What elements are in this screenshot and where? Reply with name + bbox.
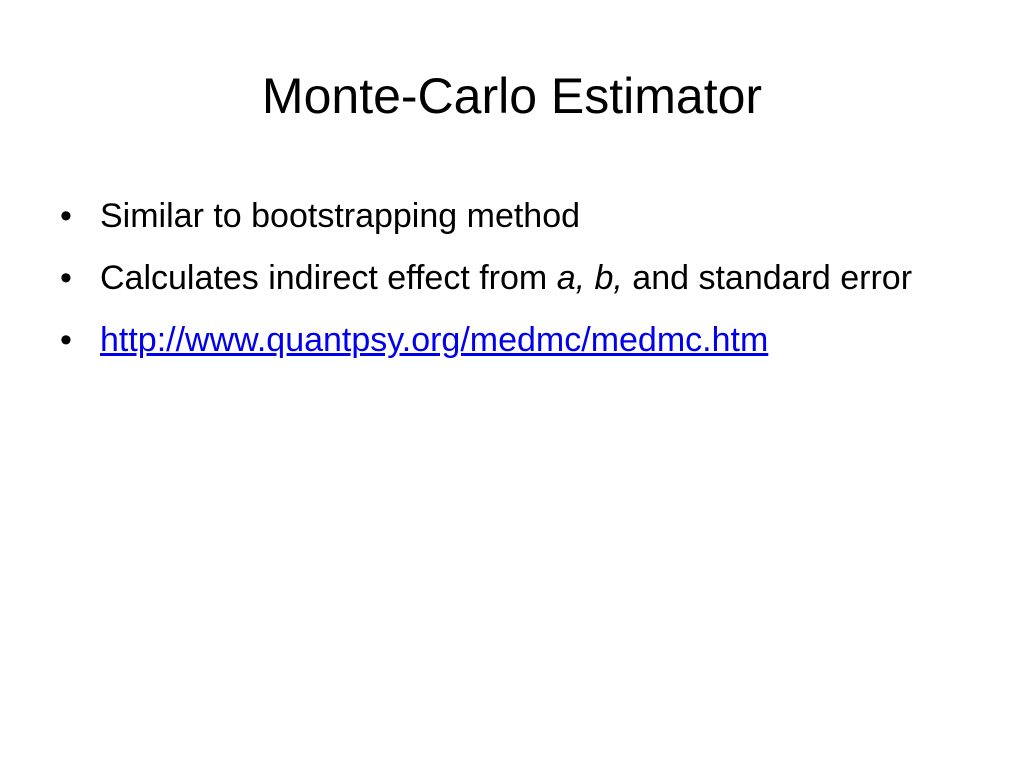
bullet-text-before: Calculates indirect effect from	[100, 259, 557, 297]
bullet-icon: •	[60, 197, 72, 235]
bullet-item-2	[60, 252, 950, 304]
medmc-link[interactable]: http://www.quantpsy.org/medmc/medmc.htm	[100, 321, 769, 359]
bullet-icon: •	[60, 259, 72, 297]
variable-separator	[585, 259, 594, 297]
bullet-list	[60, 190, 950, 376]
bullet-text-after: and standard error	[622, 259, 913, 297]
bullet-item-1	[60, 190, 950, 242]
slide-title: Monte-Carlo Estimator	[261, 68, 763, 124]
italic-variable-a: a,	[556, 259, 586, 297]
bullet-icon: •	[60, 321, 72, 359]
bullet-item-3	[60, 314, 950, 366]
bullet-text: Similar to bootstrapping method	[100, 197, 581, 235]
italic-variable-b: b,	[594, 259, 623, 297]
